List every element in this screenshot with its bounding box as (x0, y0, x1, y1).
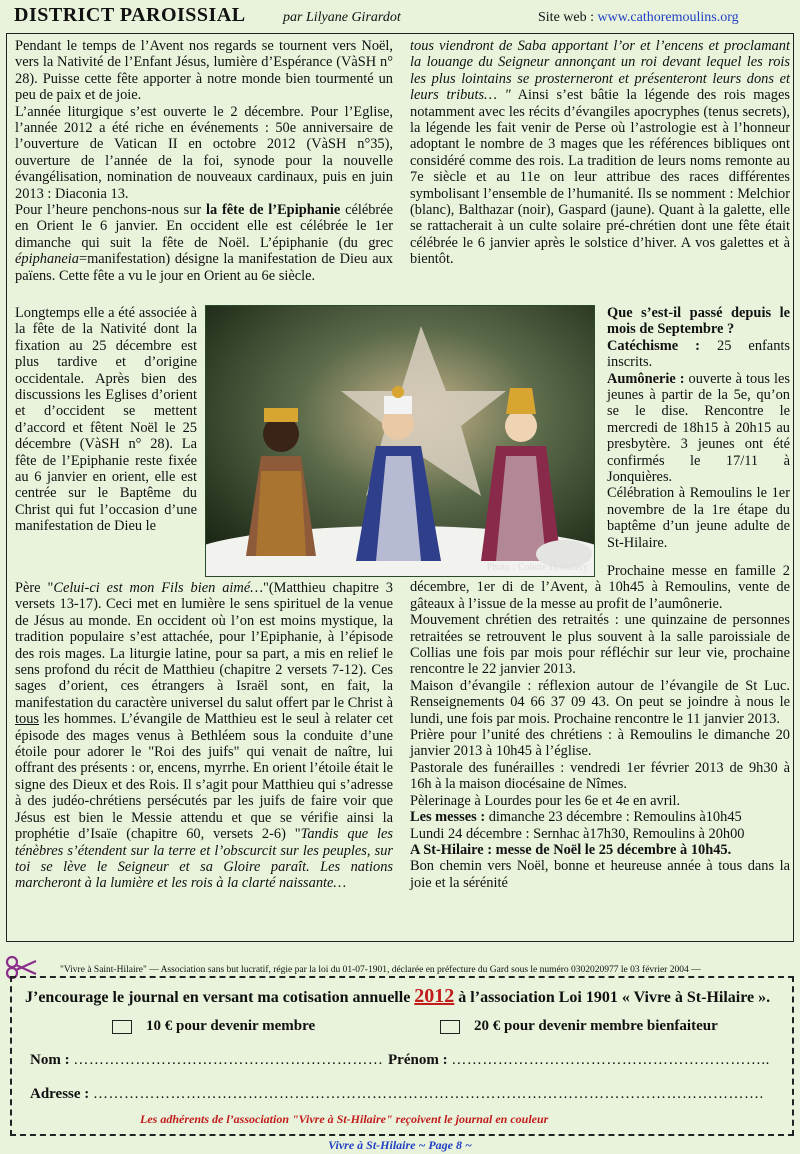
website-line (538, 10, 739, 26)
address-field[interactable] (30, 1086, 778, 1103)
christmas-mass-item: A St-Hilaire : messe de Noël le 25 décembre à 10h45. (410, 841, 732, 858)
retirees-movement-item: Mouvement chrétien des retraités : une quinzaine de personnes retraitées se retrouvent le plus souvent à la salle paroissiale de Collias une fois par mois pour réfléchir sur leur vie, prochaine rencontre le 22 janvier 2013. (410, 612, 790, 678)
magi-nativity-photo (205, 305, 595, 577)
option-member-label: 10 € pour devenir membre (146, 1018, 316, 1034)
isaiah-quote: Tandis que les ténèbres s’étendent sur la terre et l’obscurcit sur les peuples, sur toi se lève le Seigneur et sa Gloire paraît. Les nations marcheront à la lumière et les rois à la clarté naissante… (15, 826, 394, 892)
catechism-text: 25 enfants inscrits. (607, 337, 790, 371)
option-member (112, 1018, 315, 1035)
magi-figurines-illustration (206, 306, 594, 576)
isaiah-quote-continued: tous viendront de Saba apportant l’or et l’encens et proclamant la louange du Seigneur annonçant un roi devant lequel les rois les plus lointains se prosterneront et présenteront leurs dons et leurs tributs… " (410, 38, 790, 104)
right-column-bottom (410, 563, 790, 891)
catechism-item (607, 338, 790, 371)
text-run: =manifestation) désigne la manifestation de Dieu aux païens. Cette fête a vu le jour en Orient au 6e siècle. (15, 251, 393, 284)
name-dots: …………………………………………………… (73, 1052, 384, 1068)
closing-wishes: Bon chemin vers Noël, bonne et heureuse année à tous dans la joie et la sérénité (410, 858, 790, 891)
chaplaincy-label: Aumônerie : (607, 370, 685, 387)
text-run: à l’association Loi 1901 « Vivre à St-Hilaire ». (454, 989, 771, 1006)
photo-credit: Photo : Colette Hostaléry (486, 562, 588, 573)
lourdes-pilgrimage-item: Pèlerinage à Lourdes pour les 6e et 4e en avril. (410, 792, 681, 809)
text-run: Pour l’heure penchons-nous sur (15, 202, 206, 219)
page-header (0, 0, 800, 34)
right-column-top (410, 38, 790, 268)
page-footer: Vivre à St-Hilaire ~ Page 8 ~ (328, 1138, 472, 1152)
emphasized-word: tous (15, 711, 39, 728)
association-legal-line: "Vivre à Saint-Hilaire" — Association sans but lucratif, régie par la loi du 01-07-1901, déclarée en préfecture du Gard sous le numéro 0302020977 le 03 février 2004 — (60, 965, 701, 975)
news-heading: Que s’est-il passé depuis le mois de Septembre ? (607, 305, 790, 338)
firstname-dots: …………………………………………………….. (451, 1052, 770, 1068)
masses-item (410, 809, 790, 825)
right-wrap-text (607, 305, 790, 551)
intro-paragraph: Pendant le temps de l’Avent nos regards se tournent vers Noël, vers la Nativité de l’Enfant Jésus, lumière d’Espérance (VàSH n° 28). Puisse cette fête apporter à notre monde bien tourmenté un peu de paix et de joie. (15, 38, 393, 104)
benefactor-checkbox[interactable] (440, 1020, 460, 1034)
gospel-house-item: Maison d’évangile : réflexion autour de l’évangile de St Luc. Renseignements 04 66 37 09 43. On peut se joindre à nous le lundi, une fois par mois. Prochaine rencontre le 11 janvier 2013. (410, 677, 790, 727)
coupon-note: Les adhérents de l’association "Vivre à St-Hilaire" reçoivent le journal en couleur (140, 1112, 549, 1126)
celebration-item: Célébration à Remoulins le 1er novembre de la 1re étape du baptême d’un jeune adulte de St-Hilaire. (607, 485, 790, 551)
member-checkbox[interactable] (112, 1020, 132, 1034)
name-field[interactable] (30, 1052, 383, 1069)
author-byline: par Lilyane Girardot (283, 10, 401, 25)
coupon-year: 2012 (414, 985, 455, 1007)
website-label: Site web : (538, 10, 594, 25)
left-column-top (15, 38, 393, 284)
text-run: J’encourage le journal en versant ma cotisation annuelle (25, 989, 415, 1006)
chaplaincy-text: ouverte à tous les jeunes à partir de la 5e, qu’on se le dise. Rencontre le mercredi de 18h15 à 20h15 au presbytère. 3 jeunes ont été confirmés le 17/11 à Jonquières. (607, 370, 790, 486)
epiphany-heading: la fête de l’Epiphanie (206, 202, 341, 219)
christian-unity-item: Prière pour l’unité des chrétiens : à Remoulins le dimanche 20 janvier 2013 à 10h45 à l’église. (410, 727, 790, 760)
option-benefactor-label: 20 € pour devenir membre bienfaiteur (474, 1018, 718, 1034)
text-run: Père " (15, 580, 54, 596)
funeral-ministry-item: Pastorale des funérailles : vendredi 1er février 2013 de 9h30 à 16h à la maison diocésaine de Nîmes. (410, 759, 790, 793)
firstname-label: Prénom : (388, 1052, 448, 1068)
greek-term: épiphaneia (15, 251, 79, 268)
masses-line-2: Lundi 24 décembre : Sernhac à17h30, Remoulins à 20h00 (410, 825, 745, 842)
liturgical-year-paragraph: L’année liturgique s’est ouverte le 2 décembre. Pour l’Eglise, l’année 2012 a été riche en événements : 50e anniversaire de l’ouverture de Vatican II en octobre 2012 (VàSH n°35), ouverture de l’année de la foi, synode pour la nouvelle évangélisation, nomination de nouveaux cardinaux, puis en juin 2013 : Diaconia 13. (15, 103, 393, 202)
coupon-title (25, 985, 785, 1008)
magi-legend-paragraph: Ainsi s’est bâtie la légende des rois mages notamment avec les récits d’évangiles apocryphes (tenus secrets), la légende les fait venir de Perse où l’astrologie est à l’honneur adoptant le nombre de 3 mages que les références bibliques ont considéré comme des rois. La tradition de leurs noms remonte au 7e siècle et au 11e on leur attribue des races différentes symbolisant l’ensemble de l’humanité. Ils se nomment : Melchior (blanc), Balthazar (noir), Gaspard (jaune). Quant à la galette, elle se rattacherait à un culte solaire pré-chrétien dont une fête était célébrée le 6 janvier après le solstice d’hiver. A vos galettes et à bientôt. (410, 87, 790, 268)
section-title: DISTRICT PAROISSIAL (14, 4, 246, 26)
chaplaincy-item (607, 371, 790, 486)
masses-line-1: dimanche 23 décembre : Remoulins à10h45 (485, 809, 742, 826)
firstname-field[interactable] (388, 1052, 770, 1069)
left-wrap-text: Longtemps elle a été associée à la fête de la Nativité dont la fixation au 25 décembre est plus tardive et d’origine occidentale. Après bien des discussions les Eglises d’orient et d’occident se mettent d’accord et fêtent Noël le 25 décembre (VàSH n° 28). La fête de l’Epiphanie reste fixée au 6 janvier en orient, elle est centrée sur le Baptême du Christ qui fut l’occasion d’une manifestation de Dieu le (15, 305, 197, 535)
text-run: "(Matthieu chapitre 3 versets 13-17). Ceci met en lumière le sens spirituel de la venue de Jésus au monde. En occident où l’on est moins mystique, la tradition populaire s’est attachée, pour l’Epiphanie, à l’épisode des rois mages. La liturgie latine, pour sa part, a mis en relief le sens profond du récit de Matthieu (chapitre 2 versets 7-12). Ces sages d’orient, ces étrangers à Israël sont, en fait, la manifestation du caractère universel du salut offert par le Christ à (15, 580, 394, 711)
bible-quote: Celui-ci est mon Fils bien aimé… (53, 580, 264, 596)
catechism-label: Catéchisme : (607, 337, 700, 354)
family-mass-item: Prochaine messe en famille 2 décembre, 1er di de l’Avent, à 10h45 à Remoulins, vente de gâteaux à l’issue de la messe au profit de l’aumônerie. (410, 563, 790, 612)
name-label: Nom : (30, 1052, 70, 1068)
text-run: célébrée en Orient le 6 janvier. En occident elle est célébrée le 1er dimanche qui suit la fête de Noël. L’épiphanie (du grec (15, 202, 393, 251)
text-run: les hommes. L’évangile de Matthieu est le seul à relater cet épisode des mages venus à Bethléem sous la conduite d’une étoile pour adorer le "Roi des juifs" qui venait de naître, lui offrant des présents : or, encens, myrrhe. En orient l’étoile était le signe des Dieux et des Rois. Il s’agit pour Matthieu qui s’adresse à des judéo-chrétiens persécutés par les juifs de faire voir que Jésus est bien le Messie attendu et que se vérifie ainsi la prophétie d’Isaïe (chapitre 60, versets 2-6) " (15, 711, 393, 843)
epiphany-paragraph (15, 202, 393, 284)
masses-label: Les messes : (410, 809, 486, 826)
website-link[interactable]: www.cathoremoulins.org (597, 10, 739, 25)
address-label: Adresse : (30, 1086, 90, 1102)
left-column-bottom (15, 580, 393, 892)
option-benefactor (440, 1018, 718, 1035)
address-dots: …………………………………………………………………………………………………………………. (93, 1086, 764, 1102)
